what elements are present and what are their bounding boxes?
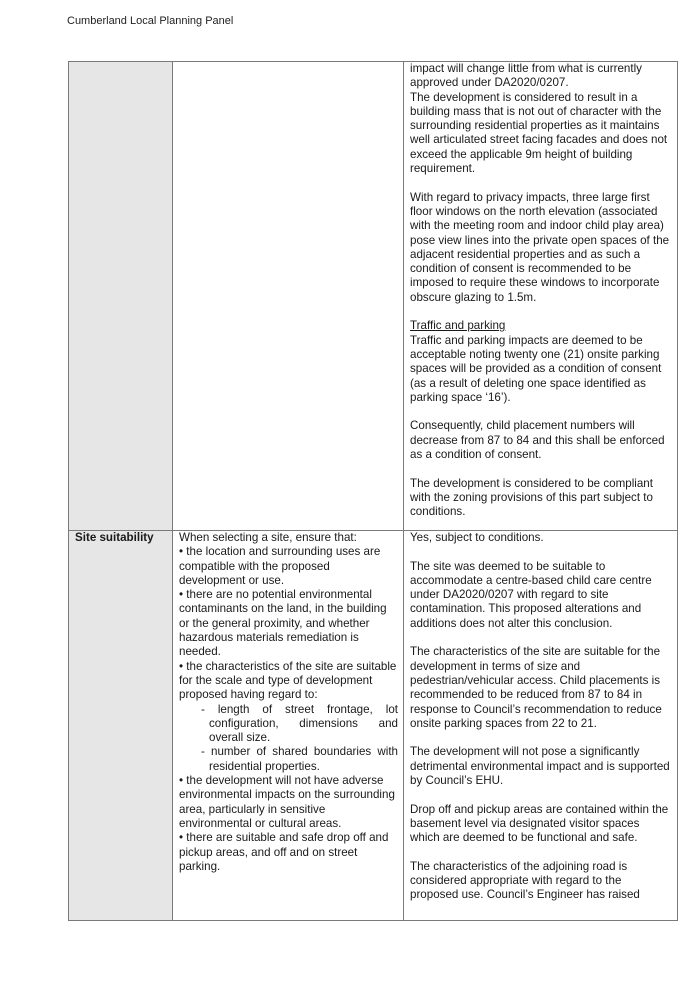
table-row	[69, 531, 678, 921]
response-paragraph: The site was deemed to be suitable to accommodate a centre-based child care centre under DA2020/0207 with regard to site contamination. This proposed alterations and additions does not alter this conclusion.	[410, 559, 652, 630]
response-paragraph: The characteristics of the adjoining road is considered appropriate with regard to the proposed use. Council’s Engineer has raised	[410, 859, 640, 902]
criteria-bullet: • there are suitable and safe drop off and pickup areas, and off and on street parking.	[179, 831, 389, 873]
criteria-sub-list	[179, 703, 398, 774]
response-paragraph: Yes, subject to conditions.	[410, 531, 544, 544]
heading-cell	[69, 531, 173, 921]
traffic-parking-heading: Traffic and parking	[410, 319, 506, 333]
site-suitability-heading: Site suitability	[75, 531, 154, 544]
heading-cell	[69, 62, 173, 531]
criteria-bullet: • the characteristics of the site are suitable for the scale and type of development proposed having regard to:	[179, 659, 397, 702]
criteria-intro: When selecting a site, ensure that:	[179, 531, 357, 544]
assessment-table	[68, 61, 678, 921]
response-paragraph: impact will change little from what is currently approved under DA2020/0207.	[410, 62, 642, 90]
criteria-cell	[173, 531, 404, 921]
response-paragraph: Traffic and parking impacts are deemed to be acceptable noting twenty one (21) onsite parking spaces will be provided as a condition of consent (as a result of deleting one space identified as parking space ‘16’).	[410, 333, 662, 404]
response-paragraph: Consequently, child placement numbers will decrease from 87 to 84 and this shall be enforced as a condition of consent.	[410, 419, 665, 462]
response-paragraph: The characteristics of the site are suitable for the development in terms of size and pedestrian/vehicular access. Child placements is recommended to be reduced from 87 to 84 in response to Council’s recommendation to reduce onsite parking spaces from 22 to 21.	[410, 645, 662, 730]
criteria-cell	[173, 62, 404, 531]
criteria-bullet: • the location and surrounding uses are compatible with the proposed development or use.	[179, 545, 381, 587]
response-paragraph: Drop off and pickup areas are contained within the basement level via designated visitor spaces which are deemed to be functional and safe.	[410, 802, 669, 845]
criteria-bullet: • there are no potential environmental contaminants on the land, in the building or the general proximity, and whether hazardous materials remediation is needed.	[179, 588, 387, 659]
criteria-bullet: • the development will not have adverse environmental impacts on the surrounding area, particularly in sensitive environmental or cultural areas.	[179, 774, 395, 830]
response-cell	[404, 531, 678, 921]
response-cell	[404, 62, 678, 531]
table-row	[69, 62, 678, 531]
response-paragraph: The development is considered to result in a building mass that is not out of character with the surrounding residential properties as it maintains well articulated street facing facades and does not exceed the applicable 9m height of building requirement.	[410, 90, 668, 176]
running-header: Cumberland Local Planning Panel	[67, 15, 234, 27]
response-paragraph: With regard to privacy impacts, three large first floor windows on the north elevation (associated with the meeting room and indoor child play area) pose view lines into the private open spaces of the adjacent residential properties and as such a condition of consent is recommended to be imposed to require these windows to incorporate obscure glazing to 1.5m.	[410, 190, 670, 304]
response-paragraph: The development will not pose a significantly detrimental environmental impact and is supported by Council’s EHU.	[410, 745, 670, 788]
criteria-sub-item: - length of street frontage, lot configuration, dimensions and overall size.	[201, 702, 398, 745]
criteria-sub-item: - number of shared boundaries with residential properties.	[201, 745, 398, 773]
response-paragraph: The development is considered to be compliant with the zoning provisions of this part subject to conditions.	[410, 476, 653, 519]
